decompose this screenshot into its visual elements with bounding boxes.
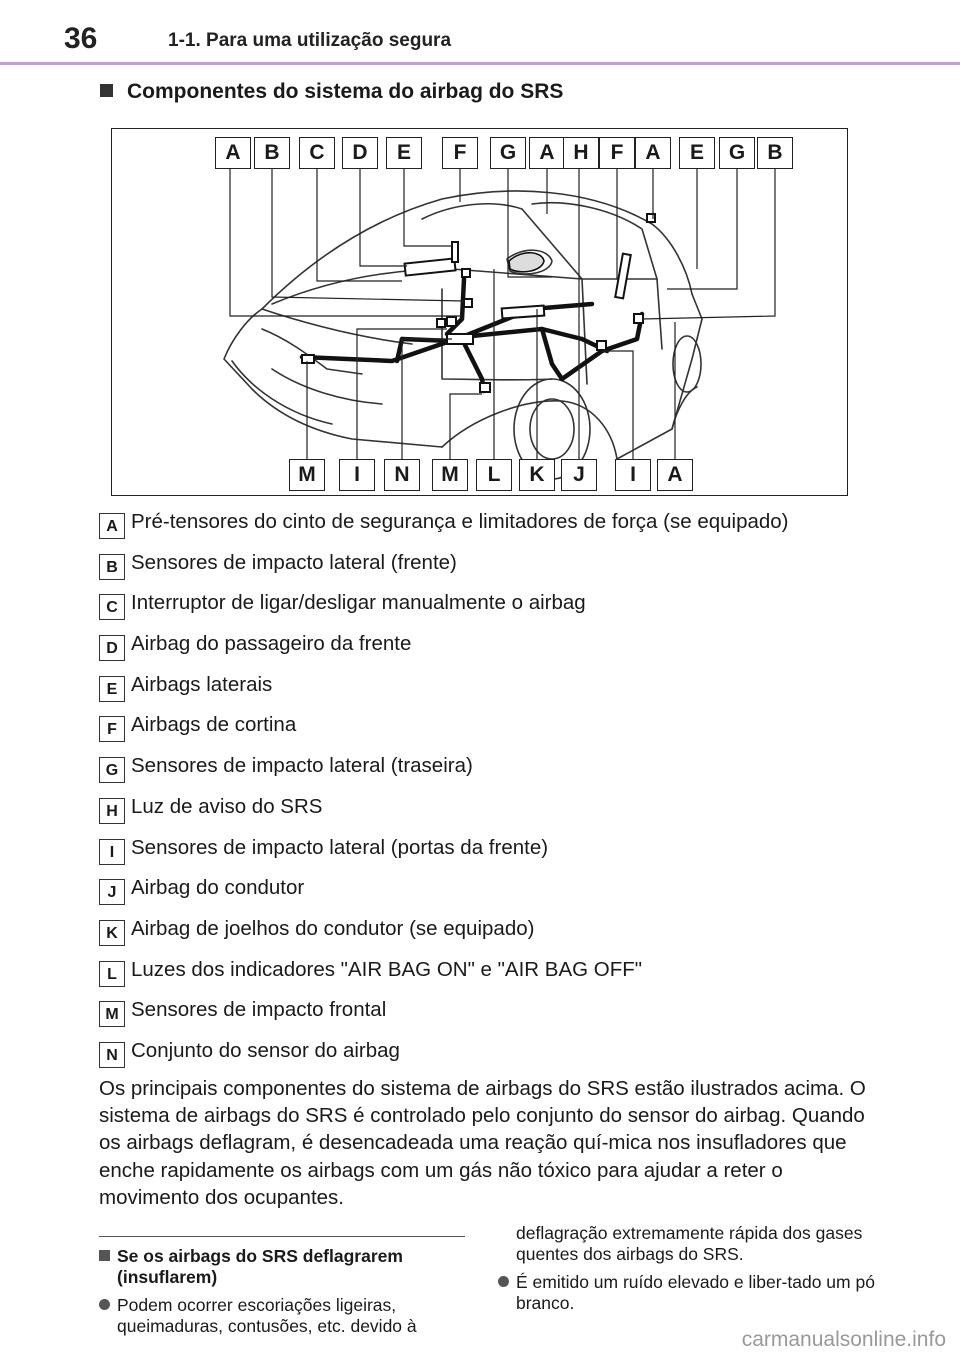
bullet-text: Podem ocorrer escoriações ligeiras, queimaduras, contusões, etc. devido à (117, 1295, 417, 1336)
legend-key: B (99, 554, 125, 580)
page-header (0, 0, 960, 66)
label-bottom-4: M (432, 459, 468, 491)
legend-key: C (99, 594, 125, 620)
notes-column-left (99, 1242, 471, 1336)
legend-text: Sensores de impacto frontal (131, 998, 387, 1022)
legend-key: H (99, 798, 125, 824)
bullet-text: É emitido um ruído elevado e liber-tado um pó branco. (516, 1272, 875, 1313)
watermark: carmanualsonline.info (741, 1328, 946, 1351)
label-top-14: B (757, 137, 793, 169)
legend-text: Airbag do condutor (131, 876, 305, 900)
label-top-3: C (299, 137, 335, 169)
legend-item (99, 506, 879, 547)
legend-text: Pré-tensores do cinto de segurança e limitadores de força (se equipado) (131, 510, 789, 533)
round-bullet-icon (99, 1299, 110, 1310)
legend-key: J (99, 879, 125, 905)
section-title-text: Componentes do sistema do airbag do SRS (127, 80, 564, 103)
legend-key: G (99, 757, 125, 783)
bullet-item (99, 1295, 471, 1336)
legend-key: L (99, 961, 125, 987)
label-bottom-1: M (289, 459, 325, 491)
legend-item (99, 832, 879, 873)
bullet-item (498, 1272, 878, 1313)
legend-item (99, 547, 879, 588)
legend-text: Luzes dos indicadores "AIR BAG ON" e "AIR BAG OFF" (131, 957, 643, 981)
legend-item (99, 791, 879, 832)
car-illustration (112, 129, 849, 497)
legend-list (99, 506, 879, 1076)
legend-item (99, 587, 879, 628)
legend-item (99, 709, 879, 750)
legend-text: Sensores de impacto lateral (frente) (131, 550, 457, 574)
legend-key: N (99, 1042, 125, 1068)
airbag-diagram (111, 128, 848, 496)
legend-text: Airbag de joelhos do condutor (se equipado) (131, 916, 535, 940)
label-bottom-5: L (476, 459, 512, 491)
legend-key: A (99, 513, 125, 539)
label-bottom-2: I (339, 459, 375, 491)
notes-divider (99, 1236, 465, 1237)
legend-item (99, 913, 879, 954)
label-top-9: H (563, 137, 599, 169)
square-bullet-icon (99, 1250, 110, 1261)
legend-item (99, 954, 879, 995)
legend-key: M (99, 1001, 125, 1027)
label-top-7: G (490, 137, 526, 169)
legend-item (99, 994, 879, 1035)
bullet-continuation: deflagração extremamente rápida dos gases quentes dos airbags do SRS. (516, 1223, 863, 1264)
legend-text: Luz de aviso do SRS (131, 794, 323, 818)
label-top-5: E (386, 137, 422, 169)
label-bottom-6: K (519, 459, 555, 491)
label-bottom-3: N (384, 459, 420, 491)
description-paragraph: Os principais componentes do sistema de airbags do SRS estão ilustrados acima. O sistema de airbags do SRS é controlado pelo conjunto do sensor do airbag. Quando os airbags deflagram, é desencadeada uma reação quí-mica nos insufladores que enche rapidamente os airbags com um gás não tóxico para ajudar a reter o movimento dos ocupantes. (99, 1077, 866, 1209)
section-title (100, 80, 563, 104)
label-top-8: A (529, 137, 565, 169)
label-top-2: B (254, 137, 290, 169)
label-top-4: D (342, 137, 378, 169)
label-bottom-8: I (615, 459, 651, 491)
legend-text: Conjunto do sensor do airbag (131, 1038, 400, 1062)
legend-key: I (99, 839, 125, 865)
label-top-13: G (719, 137, 755, 169)
label-top-1: A (215, 137, 251, 169)
label-top-12: E (679, 137, 715, 169)
label-top-6: F (442, 137, 478, 169)
legend-key: D (99, 635, 125, 661)
section-header-title: 1-1. Para uma utilização segura (168, 30, 452, 51)
label-top-11: A (635, 137, 671, 169)
legend-key: E (99, 676, 125, 702)
legend-text: Interruptor de ligar/desligar manualmente o airbag (131, 591, 586, 615)
legend-item (99, 628, 879, 669)
legend-text: Airbag do passageiro da frente (131, 632, 412, 656)
legend-text: Airbags laterais (131, 672, 273, 696)
notes-heading-text: Se os airbags do SRS deflagrarem (insuflarem) (117, 1246, 403, 1287)
legend-text: Sensores de impacto lateral (portas da frente) (131, 835, 549, 859)
label-bottom-7: J (561, 459, 597, 491)
legend-text: Airbags de cortina (131, 713, 297, 737)
label-top-10: F (599, 137, 635, 169)
round-bullet-icon (498, 1276, 509, 1287)
legend-key: F (99, 716, 125, 742)
legend-item (99, 750, 879, 791)
label-bottom-9: A (657, 459, 693, 491)
legend-item (99, 1035, 879, 1076)
legend-item (99, 669, 879, 710)
notes-heading (99, 1246, 471, 1287)
square-bullet-icon (100, 84, 113, 97)
legend-item (99, 872, 879, 913)
legend-key: K (99, 920, 125, 946)
notes-column-right (498, 1223, 878, 1313)
header-divider (0, 62, 960, 65)
page-number: 36 (64, 22, 98, 55)
legend-text: Sensores de impacto lateral (traseira) (131, 754, 473, 778)
